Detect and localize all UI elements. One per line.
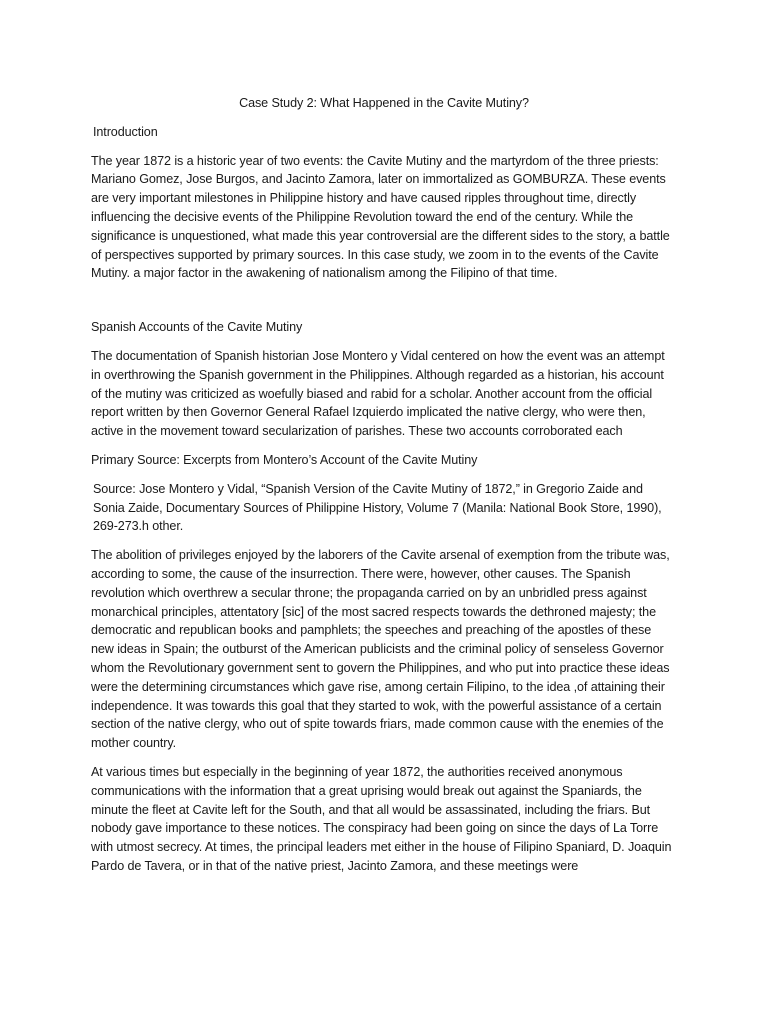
spanish-accounts-paragraph: The documentation of Spanish historian Jose Montero y Vidal centered on how the event was an attempt in overthrowing the Spanish government in the Philippines. Although regarded as a historian, his account of the mutiny was criticized as woefully biased and rabid for a scholar. Another account from the official report written by then Governor General Rafael Izquierdo implicated the native clergy, who were then, active in the movement toward secularization of parishes. These two accounts corroborated each xyxy=(91,348,665,439)
introduction-heading: Introduction xyxy=(93,124,158,139)
spanish-accounts-heading: Spanish Accounts of the Cavite Mutiny xyxy=(91,320,303,335)
excerpt-paragraph-2: At various times but especially in the beginning of year 1872, the authorities received anonymous communications with the information that a great uprising would break out against the Spaniards, the minute the fleet at Cavite left for the South, and that all would be assassinated, including the friars. But nobody gave importance to these notices. The conspiracy had been going on since the days of La Torre with utmost secrecy. At times, the principal leaders met either in the house of Filipino Spaniard, D. Joaquin Pardo de Tavera, or in that of the native priest, Jacinto Zamora, and these meetings were xyxy=(91,764,672,873)
document-title: Case Study 2: What Happened in the Cavite Mutiny? xyxy=(239,96,529,110)
introduction-paragraph: The year 1872 is a historic year of two events: the Cavite Mutiny and the martyrdom of the three priests: Mariano Gomez, Jose Burgos, and Jacinto Zamora, later on immortalized as GOMBURZA. These events are very important milestones in Philippine history and have caused ripples throughout time, directly influencing the decisive events of the Philippine Revolution toward the end of the century. While the significance is unquestioned, what made this year controversial are the different sides to the story, a battle of perspectives supported by primary sources. In this case study, we zoom in to the events of the Cavite Mutiny. a major factor in the awakening of nationalism among the Filipino of that time. xyxy=(91,153,670,281)
source-citation: Source: Jose Montero y Vidal, “Spanish Version of the Cavite Mutiny of 1872,” in Gregorio Zaide and Sonia Zaide, Documentary Sources of Philippine History, Volume 7 (Manila: National Book Store, 1990), 269-273.h other. xyxy=(93,481,662,534)
primary-source-heading: Primary Source: Excerpts from Montero’s Account of the Cavite Mutiny xyxy=(91,452,478,467)
document-body xyxy=(91,94,677,886)
excerpt-paragraph-1: The abolition of privileges enjoyed by the laborers of the Cavite arsenal of exemption from the tribute was, according to some, the cause of the insurrection. There were, however, other causes. The Spanish revolution which overthrew a secular throne; the propaganda carried on by an unbridled press against monarchical principles, attentatory [sic] of the most sacred respects towards the dethroned majesty; the democratic and republican books and pamphlets; the speeches and preaching of the apostles of these new ideas in Spain; the outburst of the American publicists and the criminal policy of senseless Governor whom the Revolutionary government sent to govern the Philippines, and who put into practice these ideas were the determining circumstances which gave rise, among certain Filipino, to the idea ,of attaining their independence. It was towards this goal that they started to wok, with the powerful assistance of a certain section of the native clergy, who out of spite towards friars, made common cause with the enemies of the mother country. xyxy=(91,548,670,751)
